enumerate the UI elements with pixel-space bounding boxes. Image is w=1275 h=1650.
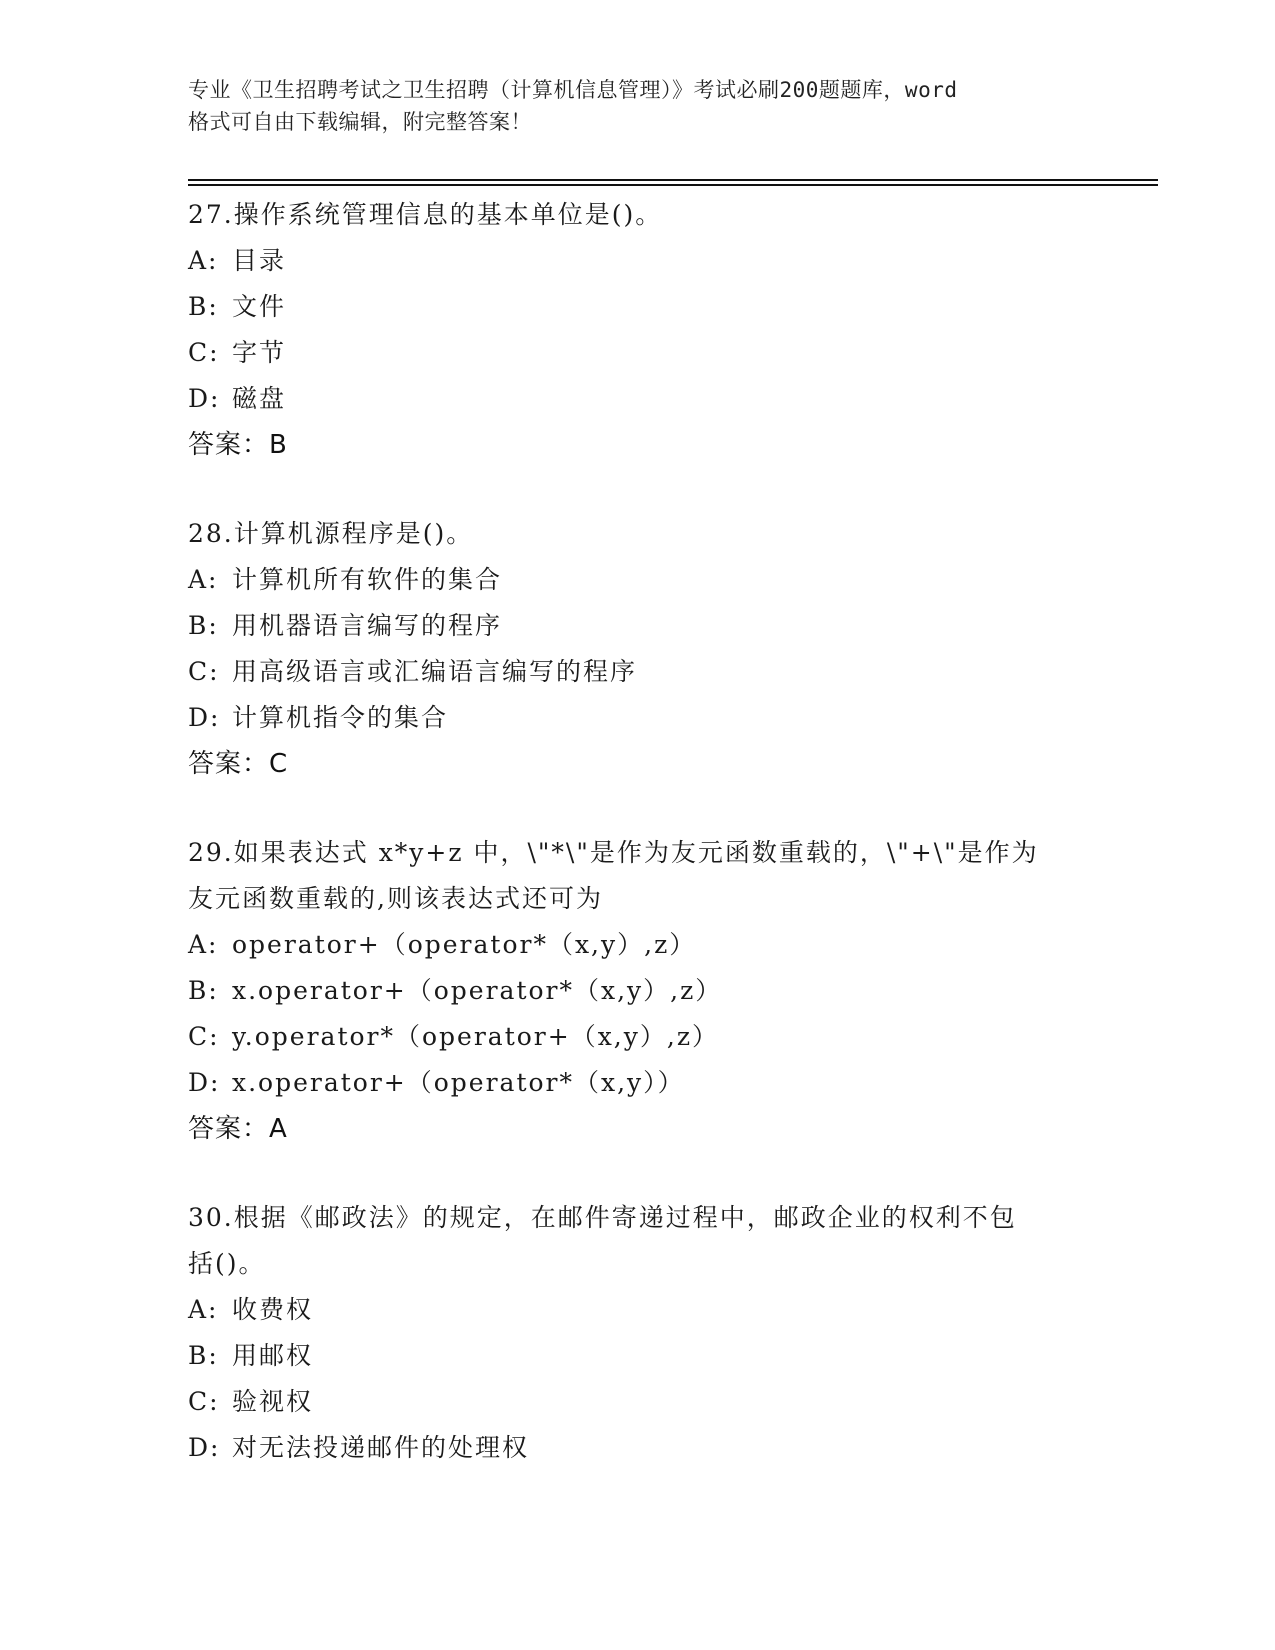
option-c	[188, 330, 1088, 376]
option-text: 磁盘	[232, 384, 287, 413]
option-text: 用邮权	[232, 1341, 314, 1370]
header-line-1: 专业《卫生招聘考试之卫生招聘（计算机信息管理）》考试必刷200题题库，word	[188, 78, 958, 102]
option-key: A:	[188, 930, 219, 959]
option-a	[188, 557, 1088, 603]
option-text: 用机器语言编写的程序	[232, 611, 503, 640]
answer-line: 答案：B	[188, 430, 288, 460]
option-key: C:	[188, 1022, 220, 1051]
option-key: D:	[188, 703, 221, 732]
option-d	[188, 376, 1088, 422]
question-28	[188, 511, 1088, 787]
option-text: 文件	[232, 292, 287, 321]
header-line-2: 格式可自由下载编辑，附完整答案！	[188, 110, 532, 134]
answer-line: 答案：A	[188, 1114, 288, 1144]
option-key: B:	[188, 976, 219, 1005]
option-b	[188, 603, 1088, 649]
question-text: 27.操作系统管理信息的基本单位是()。	[188, 200, 663, 229]
option-b	[188, 968, 1088, 1014]
option-key: B:	[188, 611, 219, 640]
option-a	[188, 238, 1088, 284]
question-29	[188, 830, 1088, 1152]
option-b	[188, 284, 1088, 330]
option-text: 对无法投递邮件的处理权	[232, 1433, 530, 1462]
option-a	[188, 1287, 1088, 1333]
option-d	[188, 695, 1088, 741]
question-27	[188, 192, 1088, 468]
option-c	[188, 649, 1088, 695]
header-divider-top	[188, 179, 1158, 181]
option-text: 计算机指令的集合	[232, 703, 449, 732]
option-key: C:	[188, 657, 220, 686]
option-text: 计算机所有软件的集合	[232, 565, 503, 594]
question-text-line-2: 括()。	[188, 1249, 266, 1278]
option-key: A:	[188, 565, 219, 594]
option-key: B:	[188, 292, 219, 321]
option-text: 字节	[232, 338, 287, 367]
option-key: D:	[188, 384, 221, 413]
document-header	[188, 74, 1088, 138]
header-divider-bottom	[188, 184, 1158, 186]
option-text: operator+（operator*（x,y）,z）	[232, 930, 697, 959]
option-key: B:	[188, 1341, 219, 1370]
option-key: C:	[188, 1387, 220, 1416]
option-key: D:	[188, 1068, 221, 1097]
option-d	[188, 1060, 1088, 1106]
option-text: x.operator+（operator*（x,y））	[232, 1068, 685, 1097]
question-text: 28.计算机源程序是()。	[188, 519, 474, 548]
option-text: 收费权	[232, 1295, 314, 1324]
option-text: x.operator+（operator*（x,y）,z）	[232, 976, 723, 1005]
question-text-line-1: 30.根据《邮政法》的规定，在邮件寄递过程中，邮政企业的权利不包	[188, 1203, 1017, 1232]
question-30	[188, 1195, 1088, 1471]
option-text: 验视权	[232, 1387, 314, 1416]
option-text: 用高级语言或汇编语言编写的程序	[232, 657, 638, 686]
option-b	[188, 1333, 1088, 1379]
option-text: 目录	[232, 246, 287, 275]
option-key: A:	[188, 1295, 219, 1324]
option-c	[188, 1379, 1088, 1425]
option-text: y.operator*（operator+（x,y）,z）	[232, 1022, 719, 1051]
option-c	[188, 1014, 1088, 1060]
option-key: C:	[188, 338, 220, 367]
question-text-line-1: 29.如果表达式 x*y+z 中，\"*\"是作为友元函数重载的，\"+\"是作为	[188, 838, 1039, 867]
option-d	[188, 1425, 1088, 1471]
question-text-line-2: 友元函数重载的,则该表达式还可为	[188, 884, 603, 913]
answer-line: 答案：C	[188, 749, 289, 779]
question-list	[188, 192, 1088, 1514]
option-key: A:	[188, 246, 219, 275]
option-a	[188, 922, 1088, 968]
option-key: D:	[188, 1433, 221, 1462]
